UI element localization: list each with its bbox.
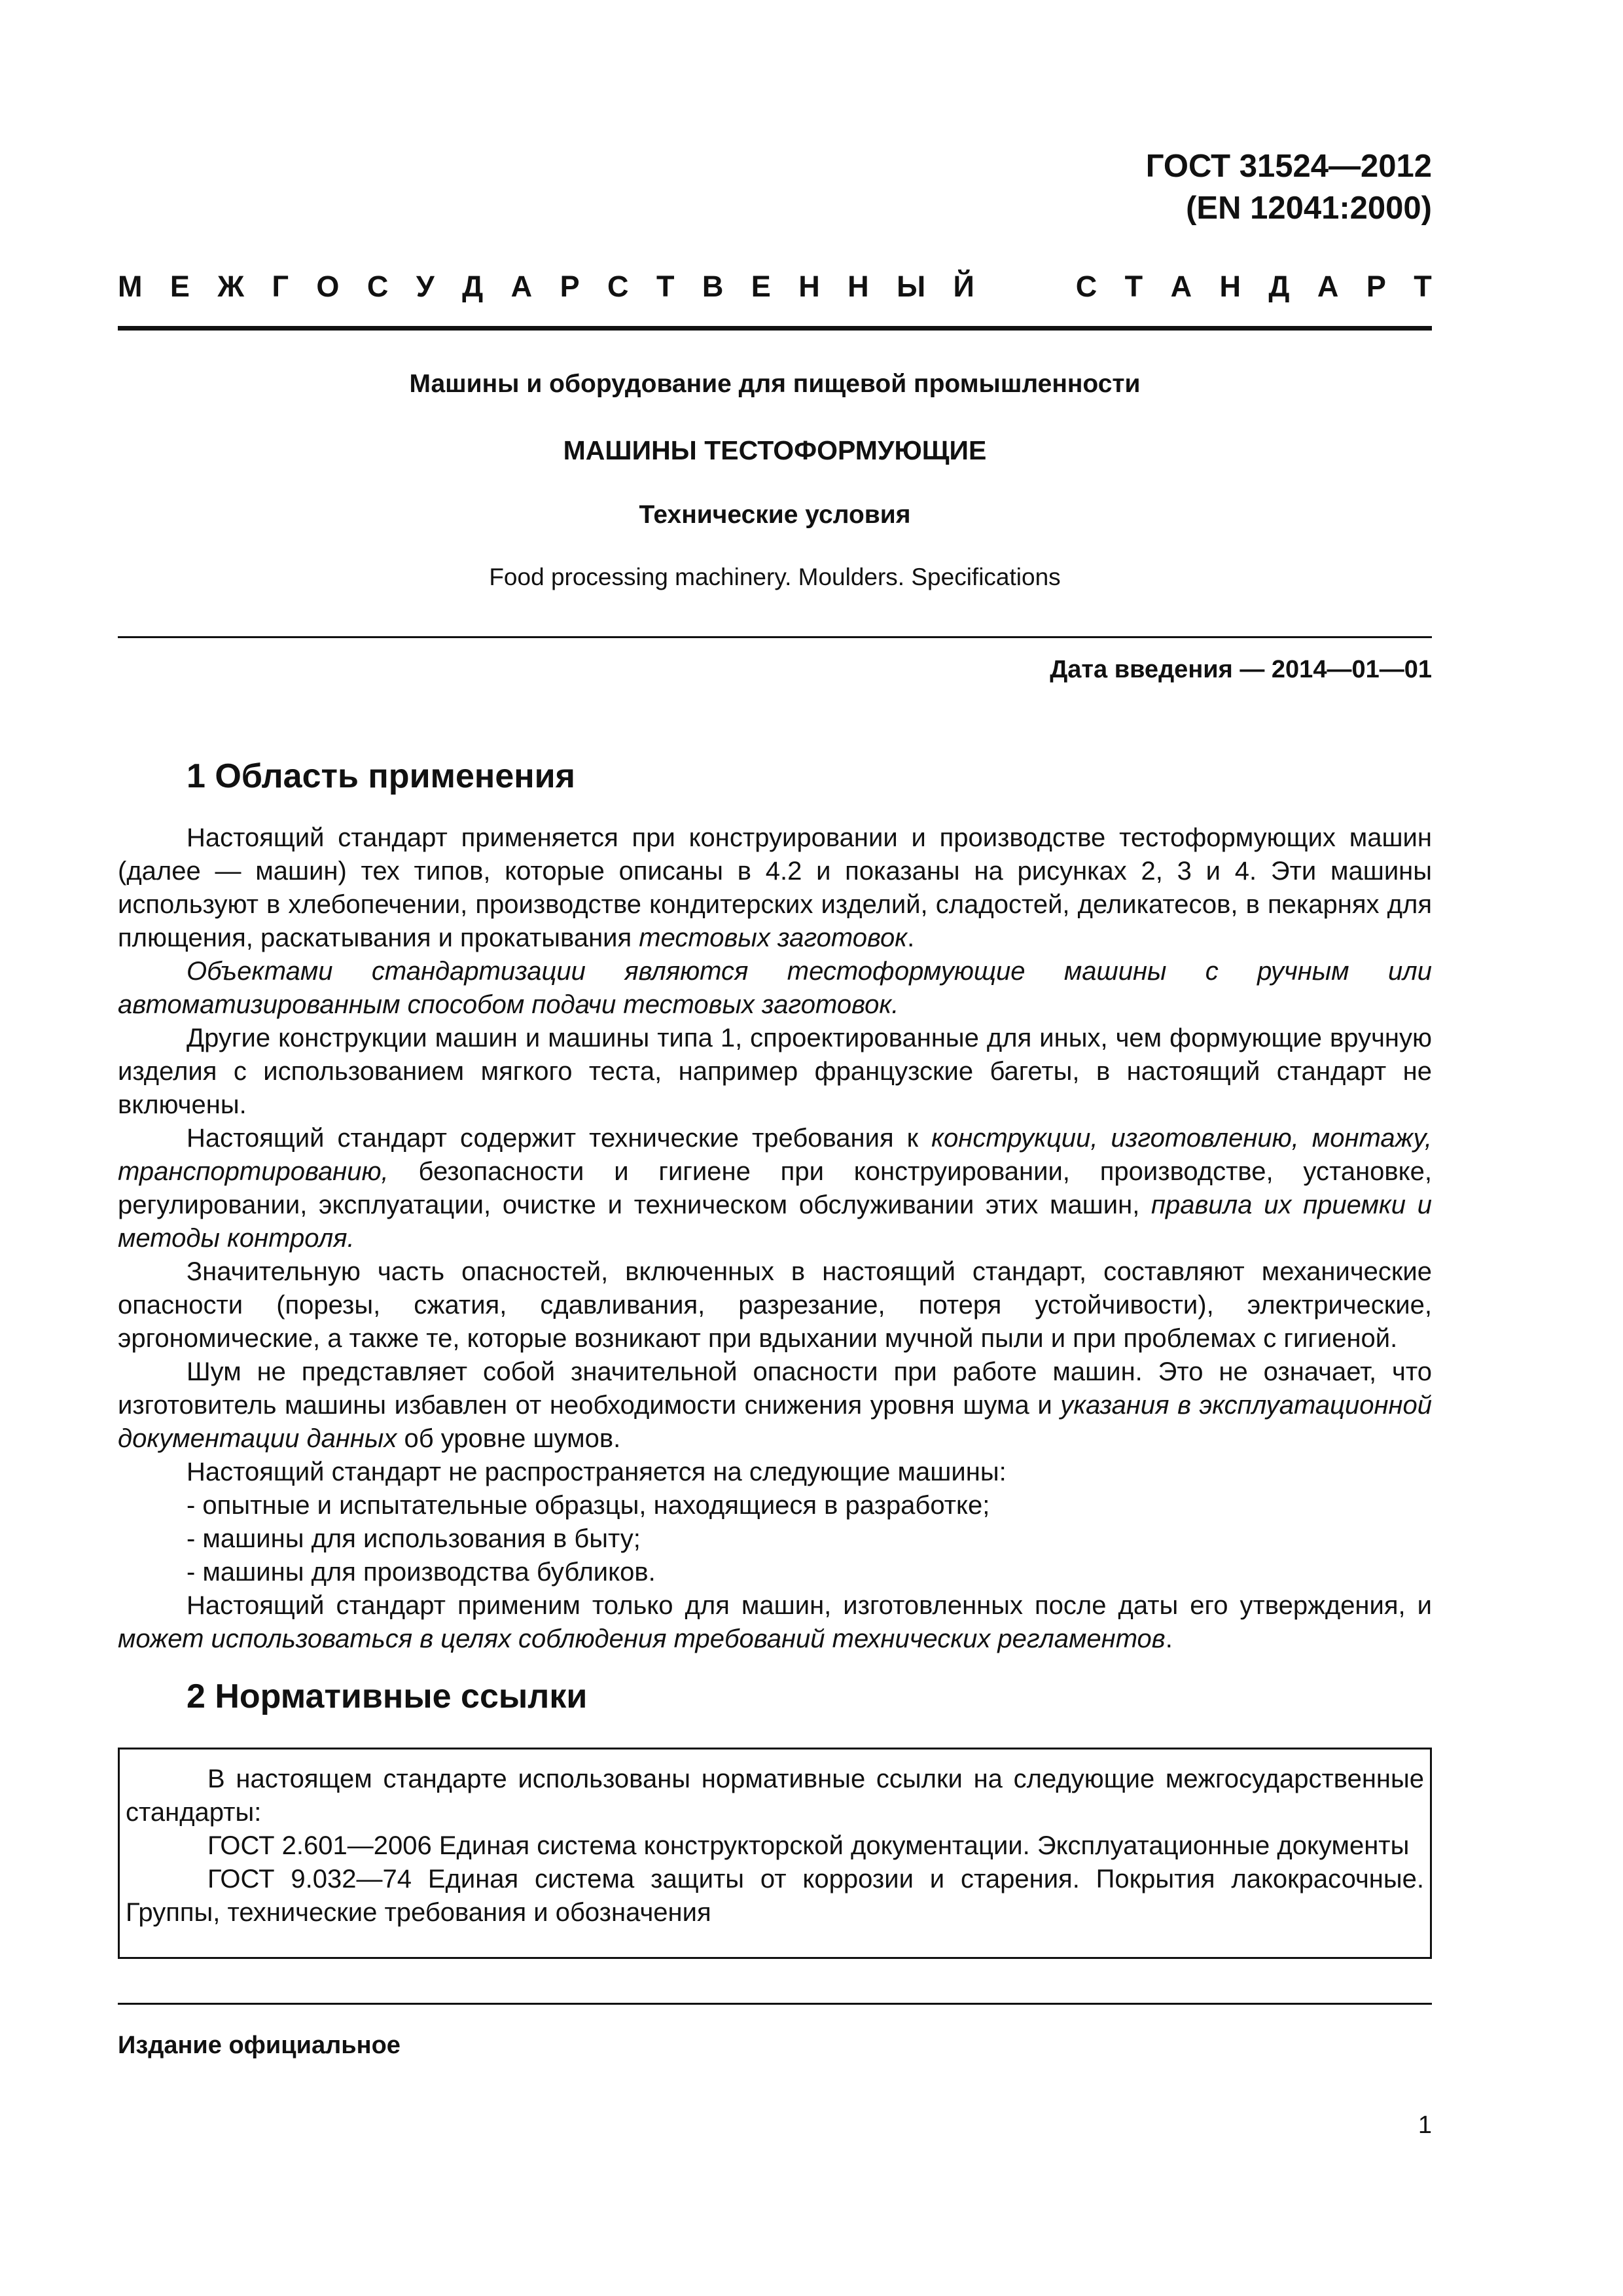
- banner-letter: Е: [751, 270, 771, 303]
- banner-letter: С: [1075, 270, 1097, 303]
- paragraph: [118, 1122, 1432, 1255]
- italic-run: Объектами стандартизации являются тестоформующие машины с ручным или автоматизированным способом подачи тестовых заготовок.: [118, 957, 1432, 1019]
- banner-letter: Р: [1366, 270, 1386, 303]
- paragraph: [118, 821, 1432, 955]
- section-1-body: [118, 821, 1432, 1656]
- italic-run: конструкции, изготовлению, монтажу, транспортированию,: [118, 1124, 1432, 1186]
- paragraph: Другие конструкции машин и машины типа 1, спроектированные для иных, чем формующие вручную изделия с использованием мягкого теста, например французские багеты, в настоящий стандарт не включены.: [118, 1024, 1432, 1119]
- document-title: МАШИНЫ ТЕСТОФОРМУЮЩИЕ: [563, 435, 987, 465]
- italic-run: тестовых заготовок: [639, 924, 908, 952]
- text-run: .: [1165, 1624, 1173, 1653]
- italic-run: может использоваться в целях соблюдения требований технических регламентов: [118, 1624, 1166, 1653]
- text-run: .: [907, 924, 915, 952]
- banner-letter: С: [366, 270, 389, 303]
- banner-letter: А: [1170, 270, 1192, 303]
- paragraph: [118, 1589, 1432, 1656]
- banner-letter: Н: [798, 270, 820, 303]
- en-number: (EN 12041:2000): [1186, 190, 1432, 226]
- list-item: - машины для производства бубликов.: [187, 1558, 656, 1587]
- section-1-heading: 1 Область применения: [187, 757, 575, 795]
- banner-letter: Й: [953, 270, 974, 303]
- banner-gap: [1002, 268, 1048, 305]
- reference-item: ГОСТ 2.601—2006 Единая система конструкторской документации. Эксплуатационные документы: [207, 1831, 1410, 1860]
- banner-letter: В: [702, 270, 724, 303]
- banner-letter: Д: [462, 270, 484, 303]
- text-run: Настоящий стандарт применим только для машин, изготовленных после даты его утверждения, и: [187, 1591, 1432, 1620]
- paragraph: Настоящий стандарт не распространяется на следующие машины:: [187, 1458, 1007, 1486]
- normative-references-box: [118, 1748, 1432, 1959]
- banner-letter: С: [607, 270, 629, 303]
- banner-letter: Н: [1219, 270, 1241, 303]
- banner-letter: О: [316, 270, 340, 303]
- italic-run: указания в эксплуатационной документации данных: [118, 1391, 1432, 1453]
- banner-letter: У: [416, 270, 435, 303]
- paragraph: [118, 955, 1432, 1022]
- paragraph: Значительную часть опасностей, включенных в настоящий стандарт, составляют механические опасности (порезы, сжатия, сдавливания, разрезание, потеря устойчивости), электрические, эргономические, а также те, которые возникают при вдыхании мучной пыли и при проблемах с гигиеной.: [118, 1257, 1432, 1353]
- reference-item: ГОСТ 9.032—74 Единая система защиты от коррозии и старения. Покрытия лакокрасочные. Группы, технические требования и обозначения: [126, 1865, 1424, 1927]
- text-run: Настоящий стандарт применяется при конструировании и производстве тестоформующих машин (далее — машин) тех типов, которые описаны в 4.2 и показаны на рисунках 2, 3 и 4. Эти машины используют в хлебопечении, производстве кондитерских изделий, сладостей, деликатесов, в пекарнях для плющения, раскатывания и прокатывания: [118, 823, 1432, 952]
- banner-letter: М: [118, 270, 143, 303]
- list-item: - машины для использования в быту;: [187, 1524, 641, 1553]
- subject-line: Машины и оборудование для пищевой промышленности: [409, 370, 1141, 398]
- document-subtitle: Технические условия: [639, 501, 911, 529]
- footer-rule: [118, 2003, 1432, 2005]
- list-item: - опытные и испытательные образцы, находящиеся в разработке;: [187, 1491, 990, 1520]
- banner-letter: Д: [1268, 270, 1290, 303]
- banner-letter: Т: [1414, 270, 1432, 303]
- banner-letter: Н: [847, 270, 869, 303]
- interstate-standard-banner: [118, 268, 1432, 305]
- text-run: Шум не представляет собой значительной опасности при работе машин. Это не означает, что изготовитель машины избавлен от необходимости снижения уровня шума и: [118, 1357, 1432, 1420]
- title-rule: [118, 636, 1432, 638]
- english-title: Food processing machinery. Moulders. Specifications: [489, 564, 1061, 590]
- paragraph: [118, 1355, 1432, 1456]
- gost-number: ГОСТ 31524—2012: [1145, 149, 1432, 184]
- page-number: 1: [1418, 2111, 1432, 2139]
- text-run: об уровне шумов.: [397, 1424, 621, 1453]
- italic-run: правила их приемки и методы контроля.: [118, 1191, 1432, 1253]
- gost-designation: [1146, 145, 1432, 229]
- official-edition-label: Издание официальное: [118, 2032, 401, 2059]
- banner-letter: Т: [1124, 270, 1143, 303]
- banner-letter: Т: [656, 270, 675, 303]
- banner-letter: А: [1317, 270, 1339, 303]
- banner-letter: Ы: [897, 270, 926, 303]
- introduction-date: Дата введения — 2014—01—01: [1050, 656, 1432, 683]
- banner-letter: Г: [272, 270, 289, 303]
- references-intro: В настоящем стандарте использованы нормативные ссылки на следующие межгосударственные стандарты:: [126, 1765, 1424, 1827]
- banner-letter: Ж: [217, 270, 245, 303]
- banner-letter: Р: [560, 270, 580, 303]
- text-run: Настоящий стандарт содержит технические требования к: [187, 1124, 932, 1153]
- banner-letter: А: [510, 270, 533, 303]
- text-run: безопасности и гигиене при конструировании, производстве, установке, регулировании, эксплуатации, очистке и техническом обслуживании этих машин,: [118, 1157, 1432, 1219]
- header-rule: [118, 326, 1432, 331]
- section-2-heading: 2 Нормативные ссылки: [187, 1677, 588, 1715]
- banner-letter: Е: [169, 270, 190, 303]
